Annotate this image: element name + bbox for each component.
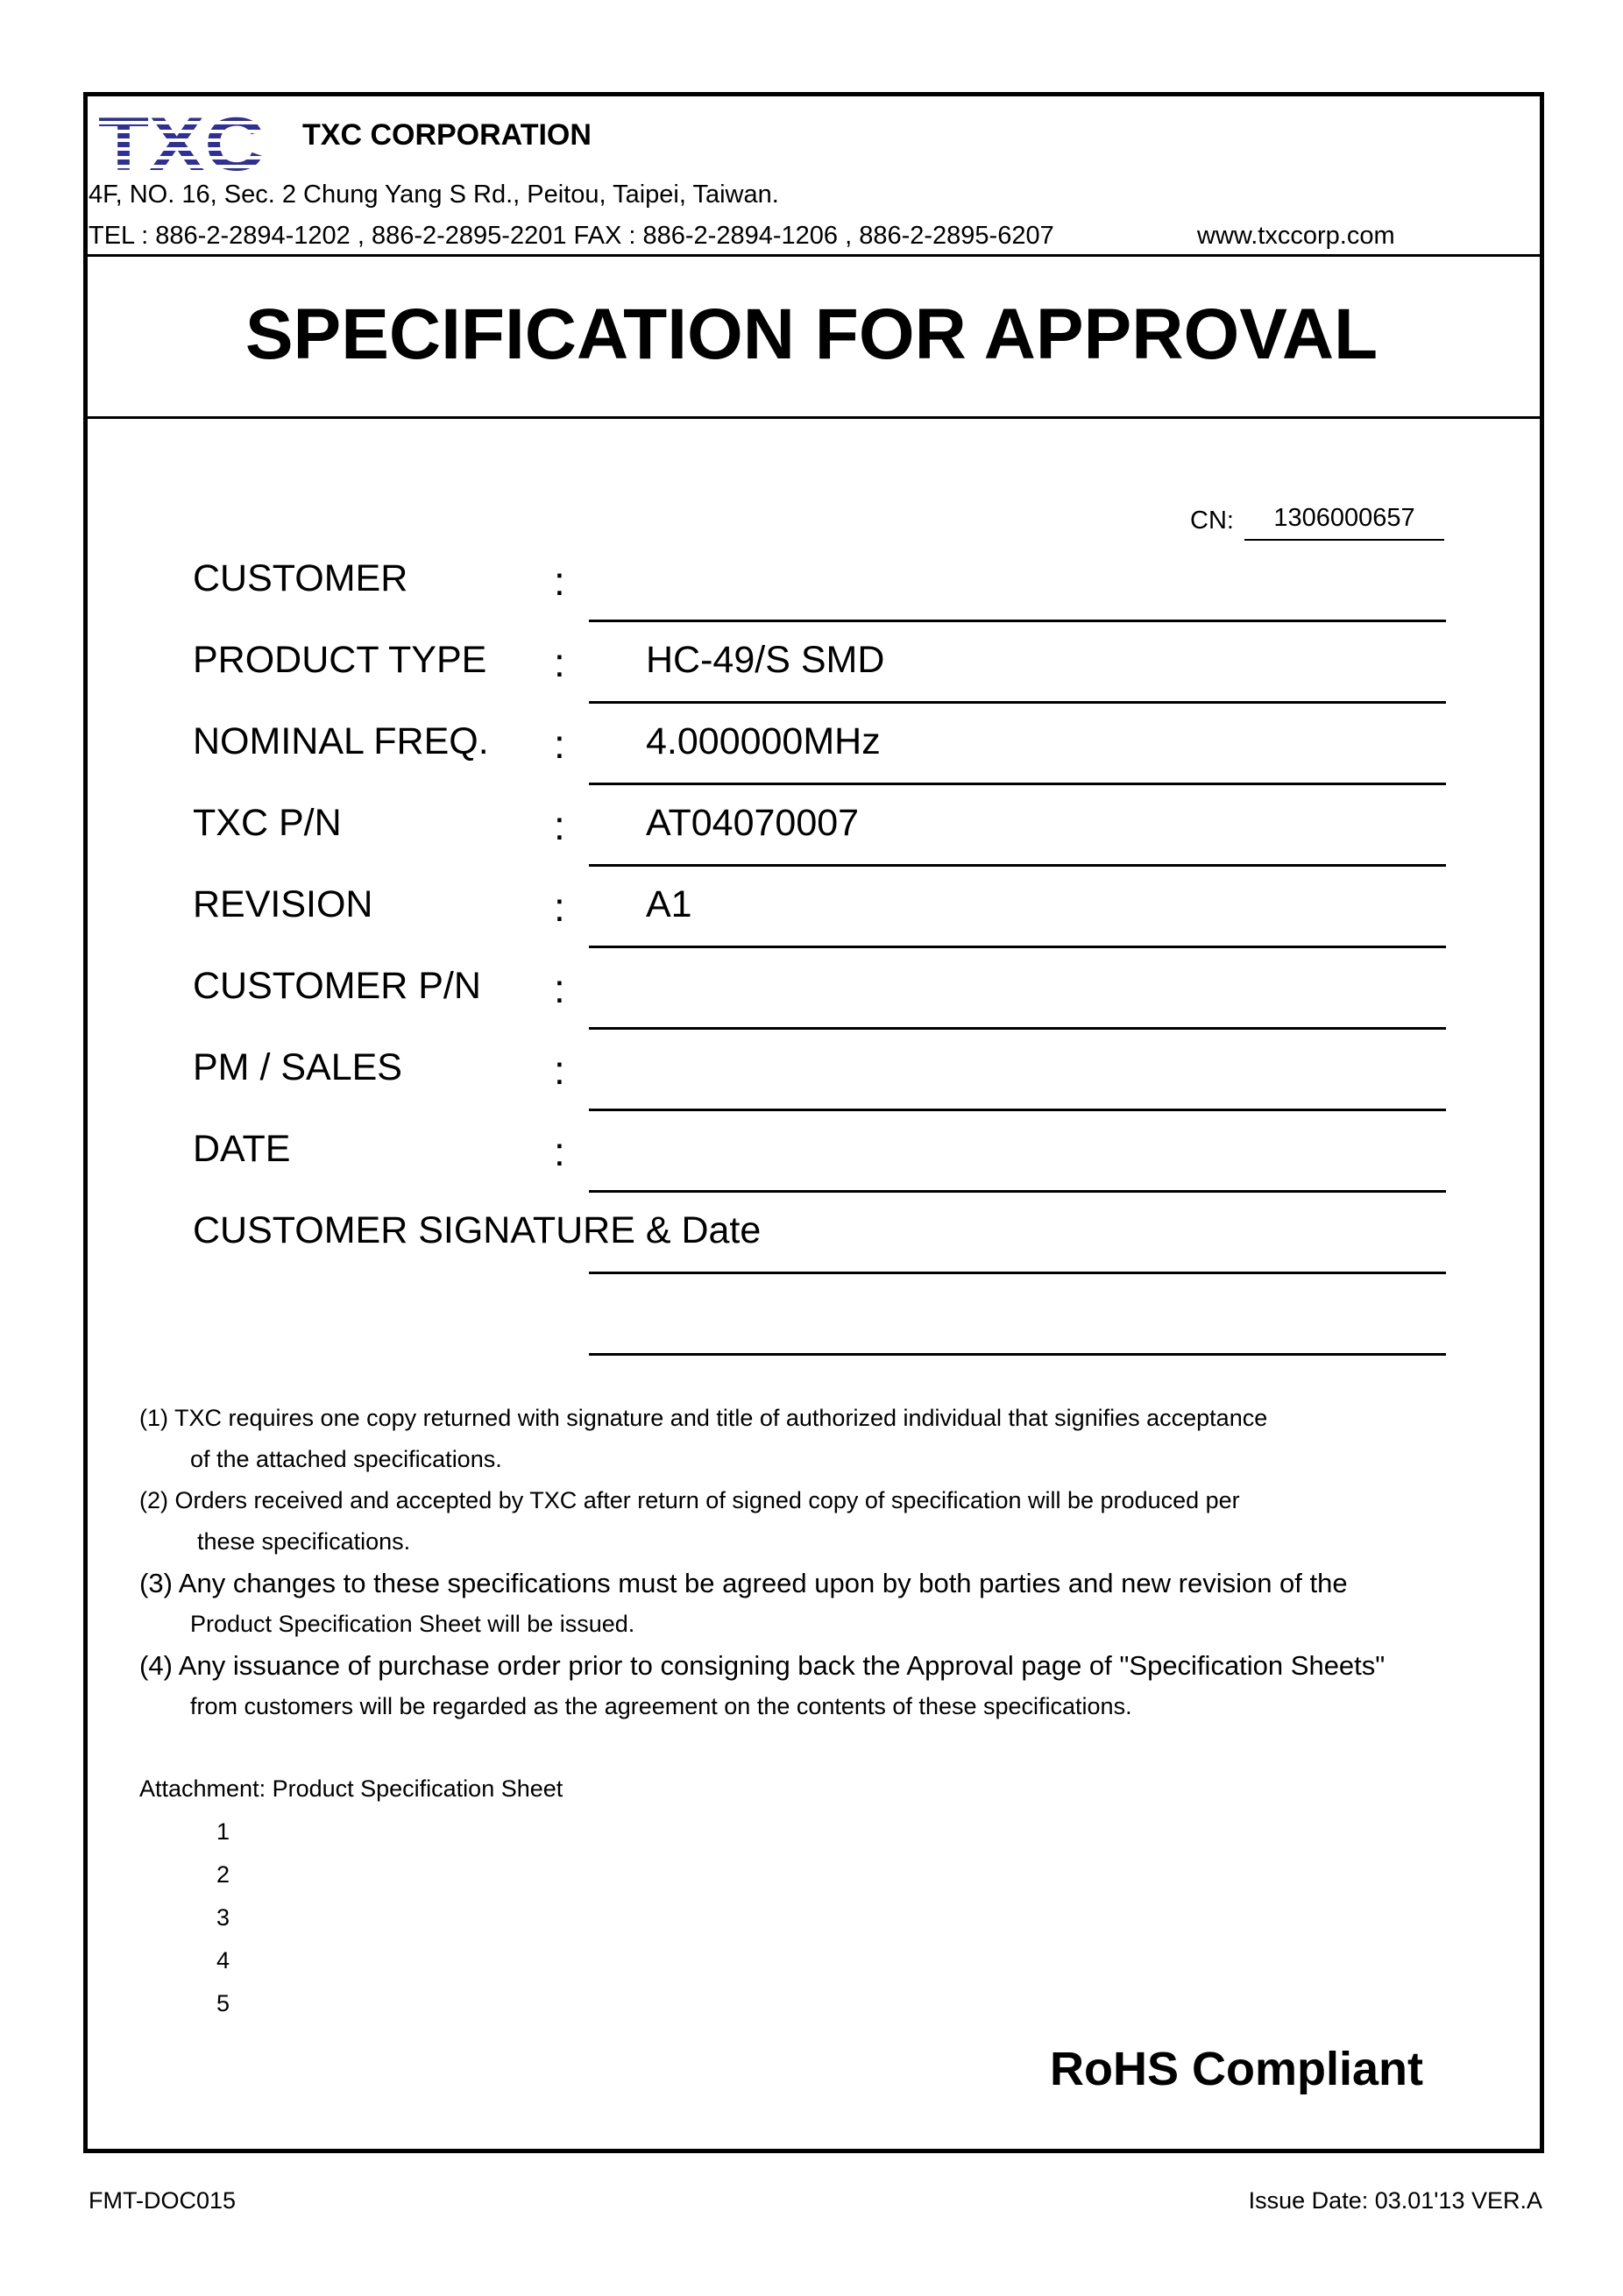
field-colon: : — [554, 803, 565, 848]
field-underline — [589, 1190, 1446, 1193]
signature-line — [589, 1272, 1446, 1274]
field-label: REVISION — [193, 883, 373, 925]
attachment-item: 5 — [216, 1990, 230, 2016]
txc-logo — [98, 107, 265, 175]
attachment-item: 2 — [216, 1861, 230, 1888]
field-value: 4.000000MHz — [646, 720, 881, 762]
field-underline — [589, 946, 1446, 948]
field-colon: : — [554, 721, 565, 767]
field-colon: : — [554, 558, 565, 604]
note-1-line-2: of the attached specifications. — [190, 1446, 502, 1472]
company-address: 4F, NO. 16, Sec. 2 Chung Yang S Rd., Peitou, Taipei, Taiwan. — [89, 181, 779, 209]
company-website: www.txccorp.com — [1197, 222, 1395, 250]
field-value: AT04070007 — [646, 802, 860, 844]
field-underline — [589, 1109, 1446, 1111]
field-value: A1 — [646, 883, 692, 925]
note-3-line-2: Product Specification Sheet will be issued. — [190, 1611, 635, 1637]
field-colon: : — [554, 640, 565, 685]
field-label: CUSTOMER P/N — [193, 965, 481, 1007]
field-colon: : — [554, 966, 565, 1011]
signature-label: CUSTOMER SIGNATURE & Date — [193, 1209, 762, 1251]
note-2-line-1: (2) Orders received and accepted by TXC after return of signed copy of specification will be produced per — [139, 1487, 1240, 1513]
field-label: PM / SALES — [193, 1046, 402, 1088]
signature-date-line — [589, 1353, 1446, 1356]
note-4-line-2: from customers will be regarded as the agreement on the contents of these specifications. — [190, 1693, 1132, 1719]
note-2-line-2: these specifications. — [197, 1528, 411, 1555]
note-1-line-1: (1) TXC requires one copy returned with signature and title of authorized individual that signifies acceptance — [139, 1405, 1268, 1431]
header-divider — [86, 254, 1541, 257]
issue-date: Issue Date: 03.01'13 VER.A — [1248, 2187, 1542, 2214]
field-underline — [589, 620, 1446, 622]
title-divider — [86, 416, 1541, 419]
field-label: TXC P/N — [193, 802, 342, 844]
field-underline — [589, 783, 1446, 785]
attachment-item: 3 — [216, 1904, 230, 1931]
field-label: CUSTOMER — [193, 557, 408, 599]
attachment-label: Attachment: Product Specification Sheet — [139, 1775, 563, 1802]
company-phone-fax: TEL : 886-2-2894-1202 , 886-2-2895-2201 FAX : 886-2-2894-1206 , 886-2-2895-6207 — [89, 222, 1054, 250]
field-colon: : — [554, 1129, 565, 1174]
attachment-item: 1 — [216, 1818, 230, 1845]
attachment-item: 4 — [216, 1947, 230, 1974]
cn-label: CN: — [1190, 507, 1234, 535]
note-4-line-1: (4) Any issuance of purchase order prior to consigning back the Approval page of "Specification Sheets" — [139, 1650, 1386, 1681]
company-name: TXC CORPORATION — [302, 118, 592, 152]
field-underline — [589, 1027, 1446, 1030]
field-value: HC-49/S SMD — [646, 639, 885, 681]
field-colon: : — [554, 1047, 565, 1093]
field-underline — [589, 701, 1446, 704]
form-code: FMT-DOC015 — [89, 2187, 237, 2214]
field-underline — [589, 864, 1446, 867]
logo-text: TXC — [98, 107, 265, 175]
field-colon: : — [554, 884, 565, 930]
field-label: NOMINAL FREQ. — [193, 720, 489, 762]
page-title: SPECIFICATION FOR APPROVAL — [245, 294, 1378, 374]
cn-underline — [1244, 539, 1444, 541]
field-label: DATE — [193, 1128, 291, 1170]
note-3-line-1: (3) Any changes to these specifications must be agreed upon by both parties and new revision of the — [139, 1568, 1348, 1598]
page-frame — [83, 92, 1544, 2153]
cn-value: 1306000657 — [1273, 504, 1415, 532]
rohs-compliant-label: RoHS Compliant — [1050, 2043, 1423, 2095]
field-label: PRODUCT TYPE — [193, 639, 487, 681]
